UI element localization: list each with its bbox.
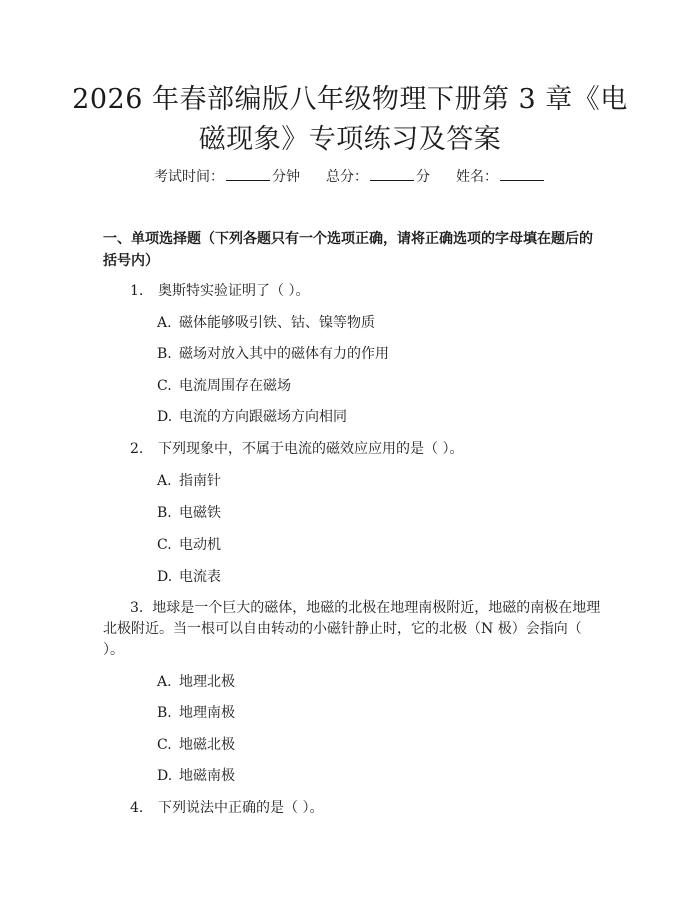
option-text: 地理北极 [179, 674, 235, 690]
option-letter: B. [157, 505, 172, 521]
score-blank[interactable] [370, 168, 414, 181]
document-title [60, 80, 640, 160]
option-text: 地磁南极 [179, 768, 235, 784]
option-2c[interactable] [157, 535, 221, 555]
question-2 [130, 439, 463, 459]
question-1 [130, 281, 309, 301]
time-label: 考试时间： [154, 169, 224, 185]
option-3b[interactable] [157, 703, 235, 723]
option-text: 指南针 [179, 473, 221, 489]
option-letter: D. [157, 569, 173, 585]
option-letter: C. [157, 378, 172, 394]
option-1a[interactable] [157, 313, 375, 333]
option-letter: A. [157, 315, 172, 331]
option-1c[interactable] [157, 376, 291, 396]
option-3d[interactable] [157, 766, 235, 786]
score-unit: 分 [416, 169, 430, 185]
question-text: 下列现象中，不属于电流的磁效应应用的是（ ）。 [158, 441, 464, 457]
score-label: 总分： [326, 169, 368, 185]
option-text: 地理南极 [179, 705, 235, 721]
option-letter: C. [157, 537, 172, 553]
option-2d[interactable] [157, 567, 221, 587]
option-1d[interactable] [157, 407, 347, 427]
name-label: 姓名： [456, 169, 498, 185]
option-text: 电动机 [179, 537, 221, 553]
option-1b[interactable] [157, 344, 389, 364]
time-blank[interactable] [226, 168, 270, 181]
option-3a[interactable] [157, 672, 235, 692]
question-text: 地球是一个巨大的磁体，地磁的北极在地理南极附近，地磁的南极在地理北极附近。当一根可以自由转动的小磁针静止时，它的北极（N 极）会指向（ ）。 [103, 600, 601, 658]
option-2a[interactable] [157, 471, 221, 491]
section-heading: 一、单项选择题（下列各题只有一个选项正确，请将正确选项的字母填在题后的括号内） [103, 231, 593, 269]
question-4 [130, 798, 323, 818]
question-number: 4. [130, 800, 144, 816]
option-text: 电磁铁 [179, 505, 221, 521]
title-line-2: 磁现象》专项练习及答案 [198, 124, 502, 155]
option-letter: B. [157, 705, 172, 721]
question-number: 1. [130, 283, 144, 299]
option-text: 地磁北极 [179, 737, 235, 753]
exam-info-line [0, 167, 700, 187]
time-unit: 分钟 [272, 169, 300, 185]
question-text: 奥斯特实验证明了（ ）。 [158, 283, 310, 299]
option-text: 电流周围存在磁场 [179, 378, 291, 394]
option-letter: D. [157, 409, 173, 425]
question-number: 3. [130, 600, 144, 616]
option-letter: D. [157, 768, 173, 784]
option-letter: A. [157, 473, 172, 489]
name-blank[interactable] [500, 168, 544, 181]
title-line-1: 2026 年春部编版八年级物理下册第 3 章《电 [72, 84, 628, 115]
option-text: 电流表 [179, 569, 221, 585]
option-letter: B. [157, 346, 172, 362]
question-number: 2. [130, 441, 144, 457]
question-text: 下列说法中正确的是（ ）。 [158, 800, 324, 816]
option-2b[interactable] [157, 503, 221, 523]
option-3c[interactable] [157, 735, 235, 755]
question-3 [103, 598, 603, 661]
option-text: 电流的方向跟磁场方向相同 [179, 409, 347, 425]
option-text: 磁场对放入其中的磁体有力的作用 [179, 346, 389, 362]
option-text: 磁体能够吸引铁、钴、镍等物质 [179, 315, 375, 331]
option-letter: A. [157, 674, 172, 690]
option-letter: C. [157, 737, 172, 753]
